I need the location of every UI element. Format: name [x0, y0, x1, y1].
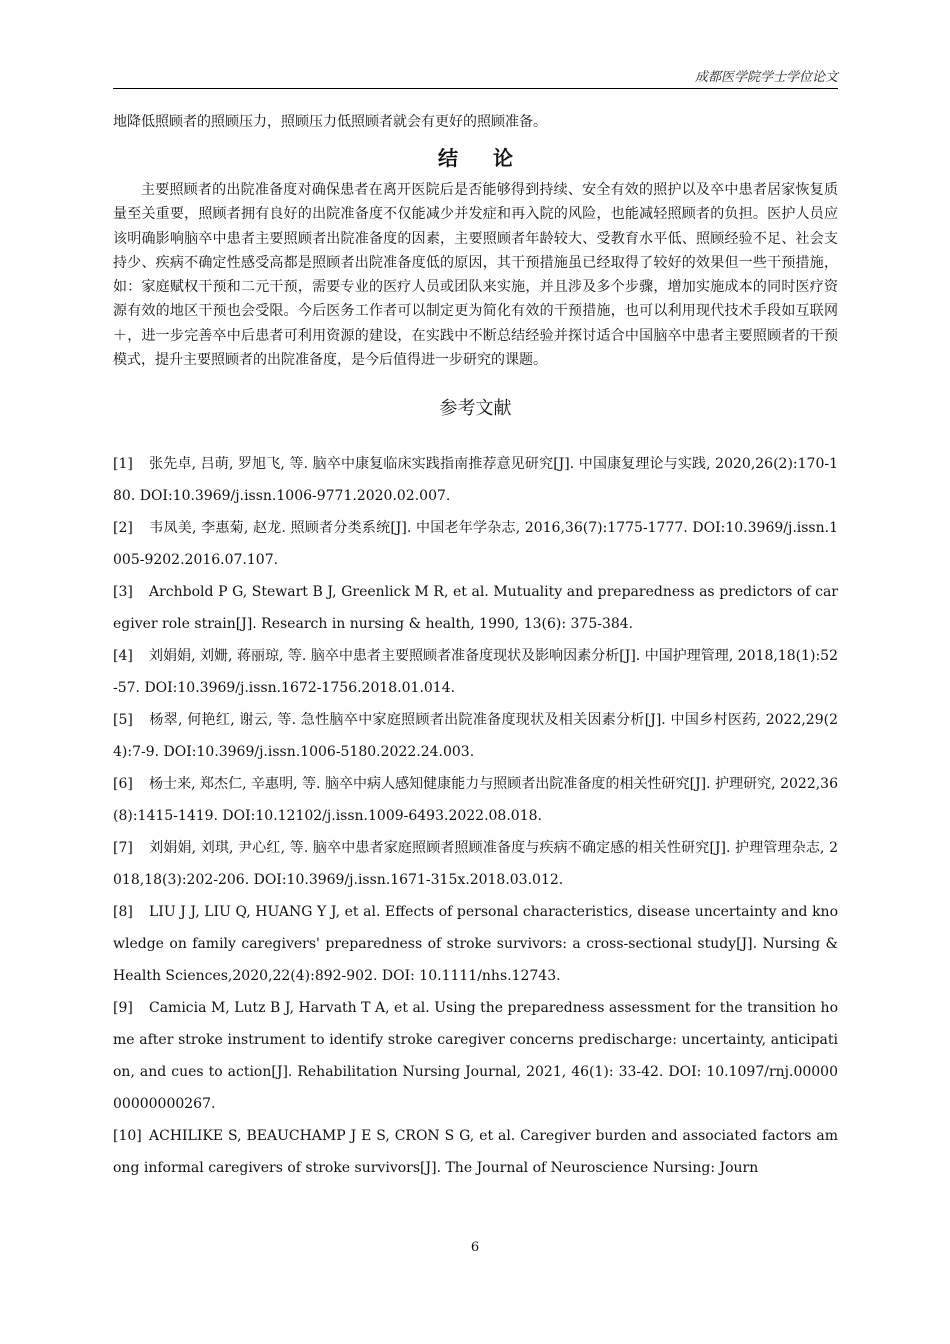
reference-item — [113, 640, 838, 704]
reference-number: [9] — [113, 1000, 133, 1017]
page-body — [113, 110, 838, 1184]
reference-text: 张先卓, 吕萌, 罗旭飞, 等. 脑卒中康复临床实践指南推荐意见研究[J]. 中国康复理论与实践, 2020,26(2):170-180. DOI:10.3969/j.issn.1006-9771.2020.02.007. — [113, 456, 838, 505]
reference-item — [113, 512, 838, 576]
reference-item — [113, 704, 838, 768]
reference-item — [113, 992, 838, 1120]
reference-text: ACHILIKE S, BEAUCHAMP J E S, CRON S G, et al. Caregiver burden and associated factors among informal caregivers of stroke survivors[J]. The Journal of Neuroscience Nursing: Journ — [113, 1128, 838, 1177]
page-header — [113, 62, 838, 89]
reference-number: [3] — [113, 584, 133, 601]
reference-text: 刘娟娟, 刘姗, 蒋丽琼, 等. 脑卒中患者主要照顾者准备度现状及影响因素分析[J]. 中国护理管理, 2018,18(1):52-57. DOI:10.3969/j.issn.1672-1756.2018.01.014. — [113, 648, 838, 697]
reference-number: [2] — [113, 520, 133, 537]
reference-item — [113, 1120, 838, 1184]
continued-paragraph: 地降低照顾者的照顾压力，照顾压力低照顾者就会有更好的照顾准备。 — [113, 114, 547, 130]
thesis-running-title: 成都医学院学士学位论文 — [694, 70, 838, 85]
reference-text: 杨翠, 何艳红, 谢云, 等. 急性脑卒中家庭照顾者出院准备度现状及相关因素分析[J]. 中国乡村医药, 2022,29(24):7-9. DOI:10.3969/j.issn.1006-5180.2022.24.003. — [113, 712, 838, 761]
reference-text: LIU J J, LIU Q, HUANG Y J, et al. Effects of personal characteristics, disease uncertainty and knowledge on family caregivers' preparedness of stroke survivors: a cross-sectional study[J]. Nursing & Health Sciences,2020,22(4):892-902. DOI: 10.1111/nhs.12743. — [113, 904, 838, 985]
reference-number: [7] — [113, 840, 133, 857]
reference-item — [113, 896, 838, 992]
reference-number: [4] — [113, 648, 133, 665]
reference-number: [5] — [113, 712, 133, 729]
reference-item — [113, 832, 838, 896]
reference-text: Archbold P G, Stewart B J, Greenlick M R, et al. Mutuality and preparedness as predictors of caregiver role strain[J]. Research in nursing & health, 1990, 13(6): 375-384. — [113, 584, 838, 633]
reference-text: 韦凤美, 李惠菊, 赵龙. 照顾者分类系统[J]. 中国老年学杂志, 2016,36(7):1775-1777. DOI:10.3969/j.issn.1005-9202.2016.07.107. — [113, 520, 838, 569]
reference-number: [1] — [113, 456, 133, 473]
reference-number: [8] — [113, 904, 133, 921]
reference-text: Camicia M, Lutz B J, Harvath T A, et al. Using the preparedness assessment for the transition home after stroke instrument to identify stroke caregiver concerns predischarge: uncertainty, anticipation, and cues to action[J]. Rehabilitation Nursing Journal, 2021, 46(1): 33-42. DOI: 10.1097/rnj.0000000000000267. — [113, 1000, 838, 1113]
reference-number: [6] — [113, 776, 133, 793]
reference-item — [113, 448, 838, 512]
reference-number: [10] — [113, 1128, 142, 1145]
reference-list — [113, 448, 838, 1184]
references-heading: 参考文献 — [439, 398, 512, 420]
conclusion-paragraph: 主要照顾者的出院准备度对确保患者在离开医院后是否能够得到持续、安全有效的照护以及卒中患者居家恢复质量至关重要，照顾者拥有良好的出院准备度不仅能减少并发症和再入院的风险，也能减轻照顾者的负担。医护人员应该明确影响脑卒中患者主要照顾者出院准备度的因素，主要照顾者年龄较大、受教育水平低、照顾经验不足、社会支持少、疾病不确定性感受高都是照顾者出院准备度低的原因，其干预措施虽已经取得了较好的效果但一些干预措施，如：家庭赋权干预和二元干预，需要专业的医疗人员或团队来实施，并且涉及多个步骤，增加实施成本的同时医疗资源有效的地区干预也会受限。今后医务工作者可以制定更为简化有效的干预措施，也可以利用现代技术手段如互联网＋，进一步完善卒中后患者可利用资源的建设，在实践中不断总结经验并探讨适合中国脑卒中患者主要照顾者的干预模式，提升主要照顾者的出院准备度，是今后值得进一步研究的课题。 — [113, 182, 838, 369]
conclusion-heading: 结 论 — [438, 146, 527, 170]
reference-item — [113, 768, 838, 832]
reference-text: 刘娟娟, 刘琪, 尹心红, 等. 脑卒中患者家庭照顾者照顾准备度与疾病不确定感的相关性研究[J]. 护理管理杂志, 2018,18(3):202-206. DOI:10.3969/j.issn.1671-315x.2018.03.012. — [113, 840, 838, 889]
reference-item — [113, 576, 838, 640]
page-number: 6 — [470, 1240, 480, 1255]
reference-text: 杨士来, 郑杰仁, 辛惠明, 等. 脑卒中病人感知健康能力与照顾者出院准备度的相关性研究[J]. 护理研究, 2022,36(8):1415-1419. DOI:10.12102/j.issn.1009-6493.2022.08.018. — [113, 776, 838, 825]
